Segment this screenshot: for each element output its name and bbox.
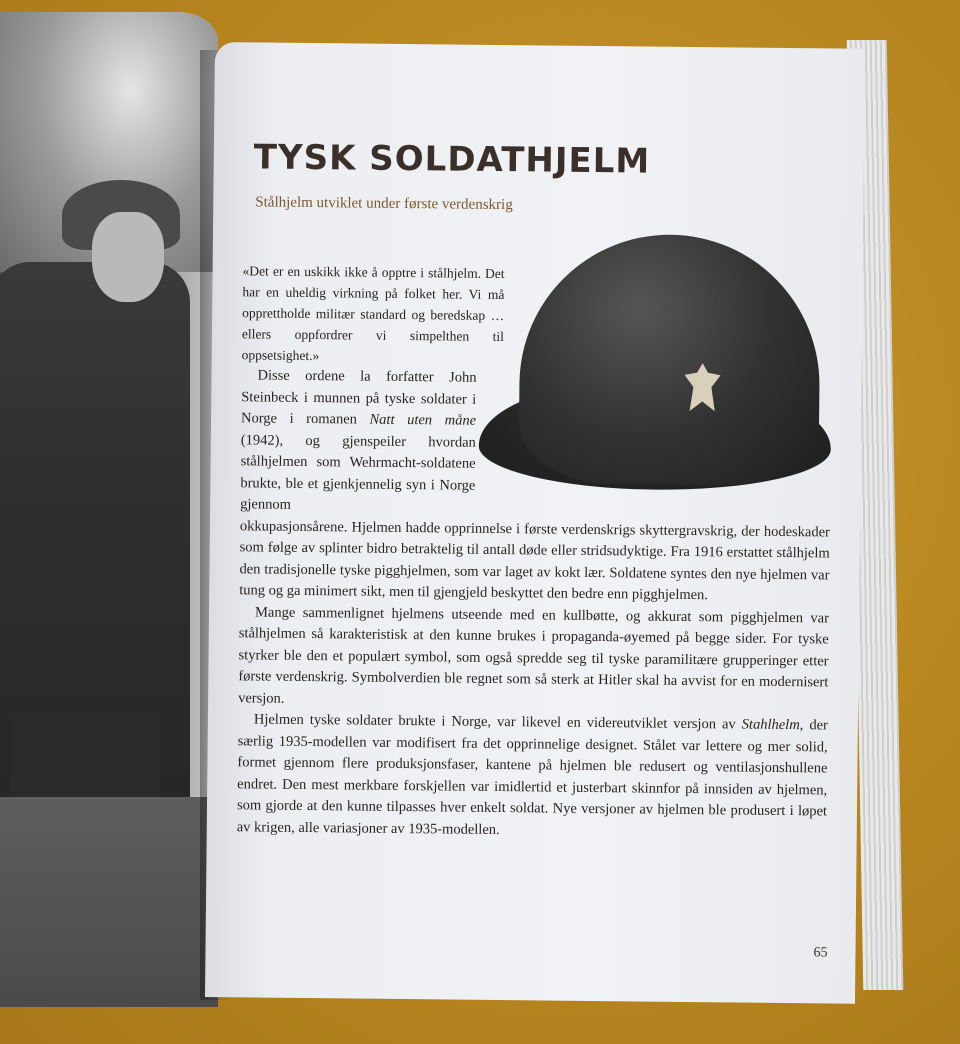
para3-rest-text: , der særlig 1935-modellen var modifisert fra det opprinnelige designet. Stålet var lettere og mer solid, formet gjennom flere produksjonsfaser, kantene på hjelmen ble redusert og ventilasjonshullene endret. Den mest merkbare forskjellen var imidlertid et justerbart skinnfor på innsiden av hjelmen, som gjorde at den kunne tilpasses hver enkelt soldat. Nye versjoner av hjelmen ble produsert i løpet av krigen, alle variasjoner av 1935-modellen. bbox=[236, 717, 828, 838]
article-body bbox=[237, 260, 833, 844]
book-title: Natt uten måne bbox=[369, 411, 477, 429]
paragraph-3 bbox=[237, 709, 828, 844]
para1-text: Disse ordene la forfatter John Steinbeck i munnen på tyske soldater i Norge i romanen bbox=[240, 367, 477, 428]
paragraph-1-lead bbox=[240, 365, 477, 518]
intro-quote: «Det er en uskikk ikke å opptre i stålhjelm. Det har en uheldig virkning på folket her. Vi må opprettholde militær standard og beredskap … ellers oppfordrer vi simpelthen til oppsetsighet.» bbox=[241, 263, 505, 364]
soldier-face bbox=[92, 212, 164, 302]
stahlhelm-term: Stahlhelm bbox=[741, 716, 800, 734]
page-number: 65 bbox=[813, 945, 828, 961]
soldier-photo-page bbox=[0, 12, 218, 1007]
para3-text: Hjelmen tyske soldater brukte i Norge, var likevel en videreutviklet versjon av bbox=[253, 711, 736, 733]
article-subtitle: Stålhjelm utviklet under første verdenskrig bbox=[255, 194, 513, 214]
paragraph-1-rest: okkupasjonsårene. Hjelmen hadde opprinnelse i første verdenskrigs skyttergravskrig, der hodeskader som følge av splinter bidro betraktelig til antall døde eller stridsudyktige. Fra 1916 erstattet stålhjelm den tradisjonelle tyske pigghjelmen, som var laget av kokt lær. Soldatene syntes den nye hjelmen var tung og ga minimert sikt, men til gjengjeld beskyttet den bedre enn pigghjelmen. bbox=[239, 517, 830, 604]
para1-year-text: (1942), og gjenspeiler hvordan stålhjelmen som Wehrmacht-soldatene brukte, ble et gjenkjennelig syn i Norge gjennom bbox=[240, 431, 476, 513]
photo-ground bbox=[0, 797, 218, 1007]
book-page bbox=[205, 42, 865, 1004]
article-title: TYSK SOLDATHJELM bbox=[253, 137, 651, 182]
paragraph-2: Mange sammenlignet hjelmens utseende med en kullbøtte, og akkurat som pigghjelmen var stålhjelmen så karakteristisk at den kunne brukes i propaganda-øyemed på begge sider. For tyske styrker ble den et populært symbol, som også spredde seg til tyske paramilitære grupperinger etter første verdenskrig. Symbolverdien ble regnet som så sterk at Hitler skal ha avvist for en modernisert versjon. bbox=[238, 603, 830, 707]
